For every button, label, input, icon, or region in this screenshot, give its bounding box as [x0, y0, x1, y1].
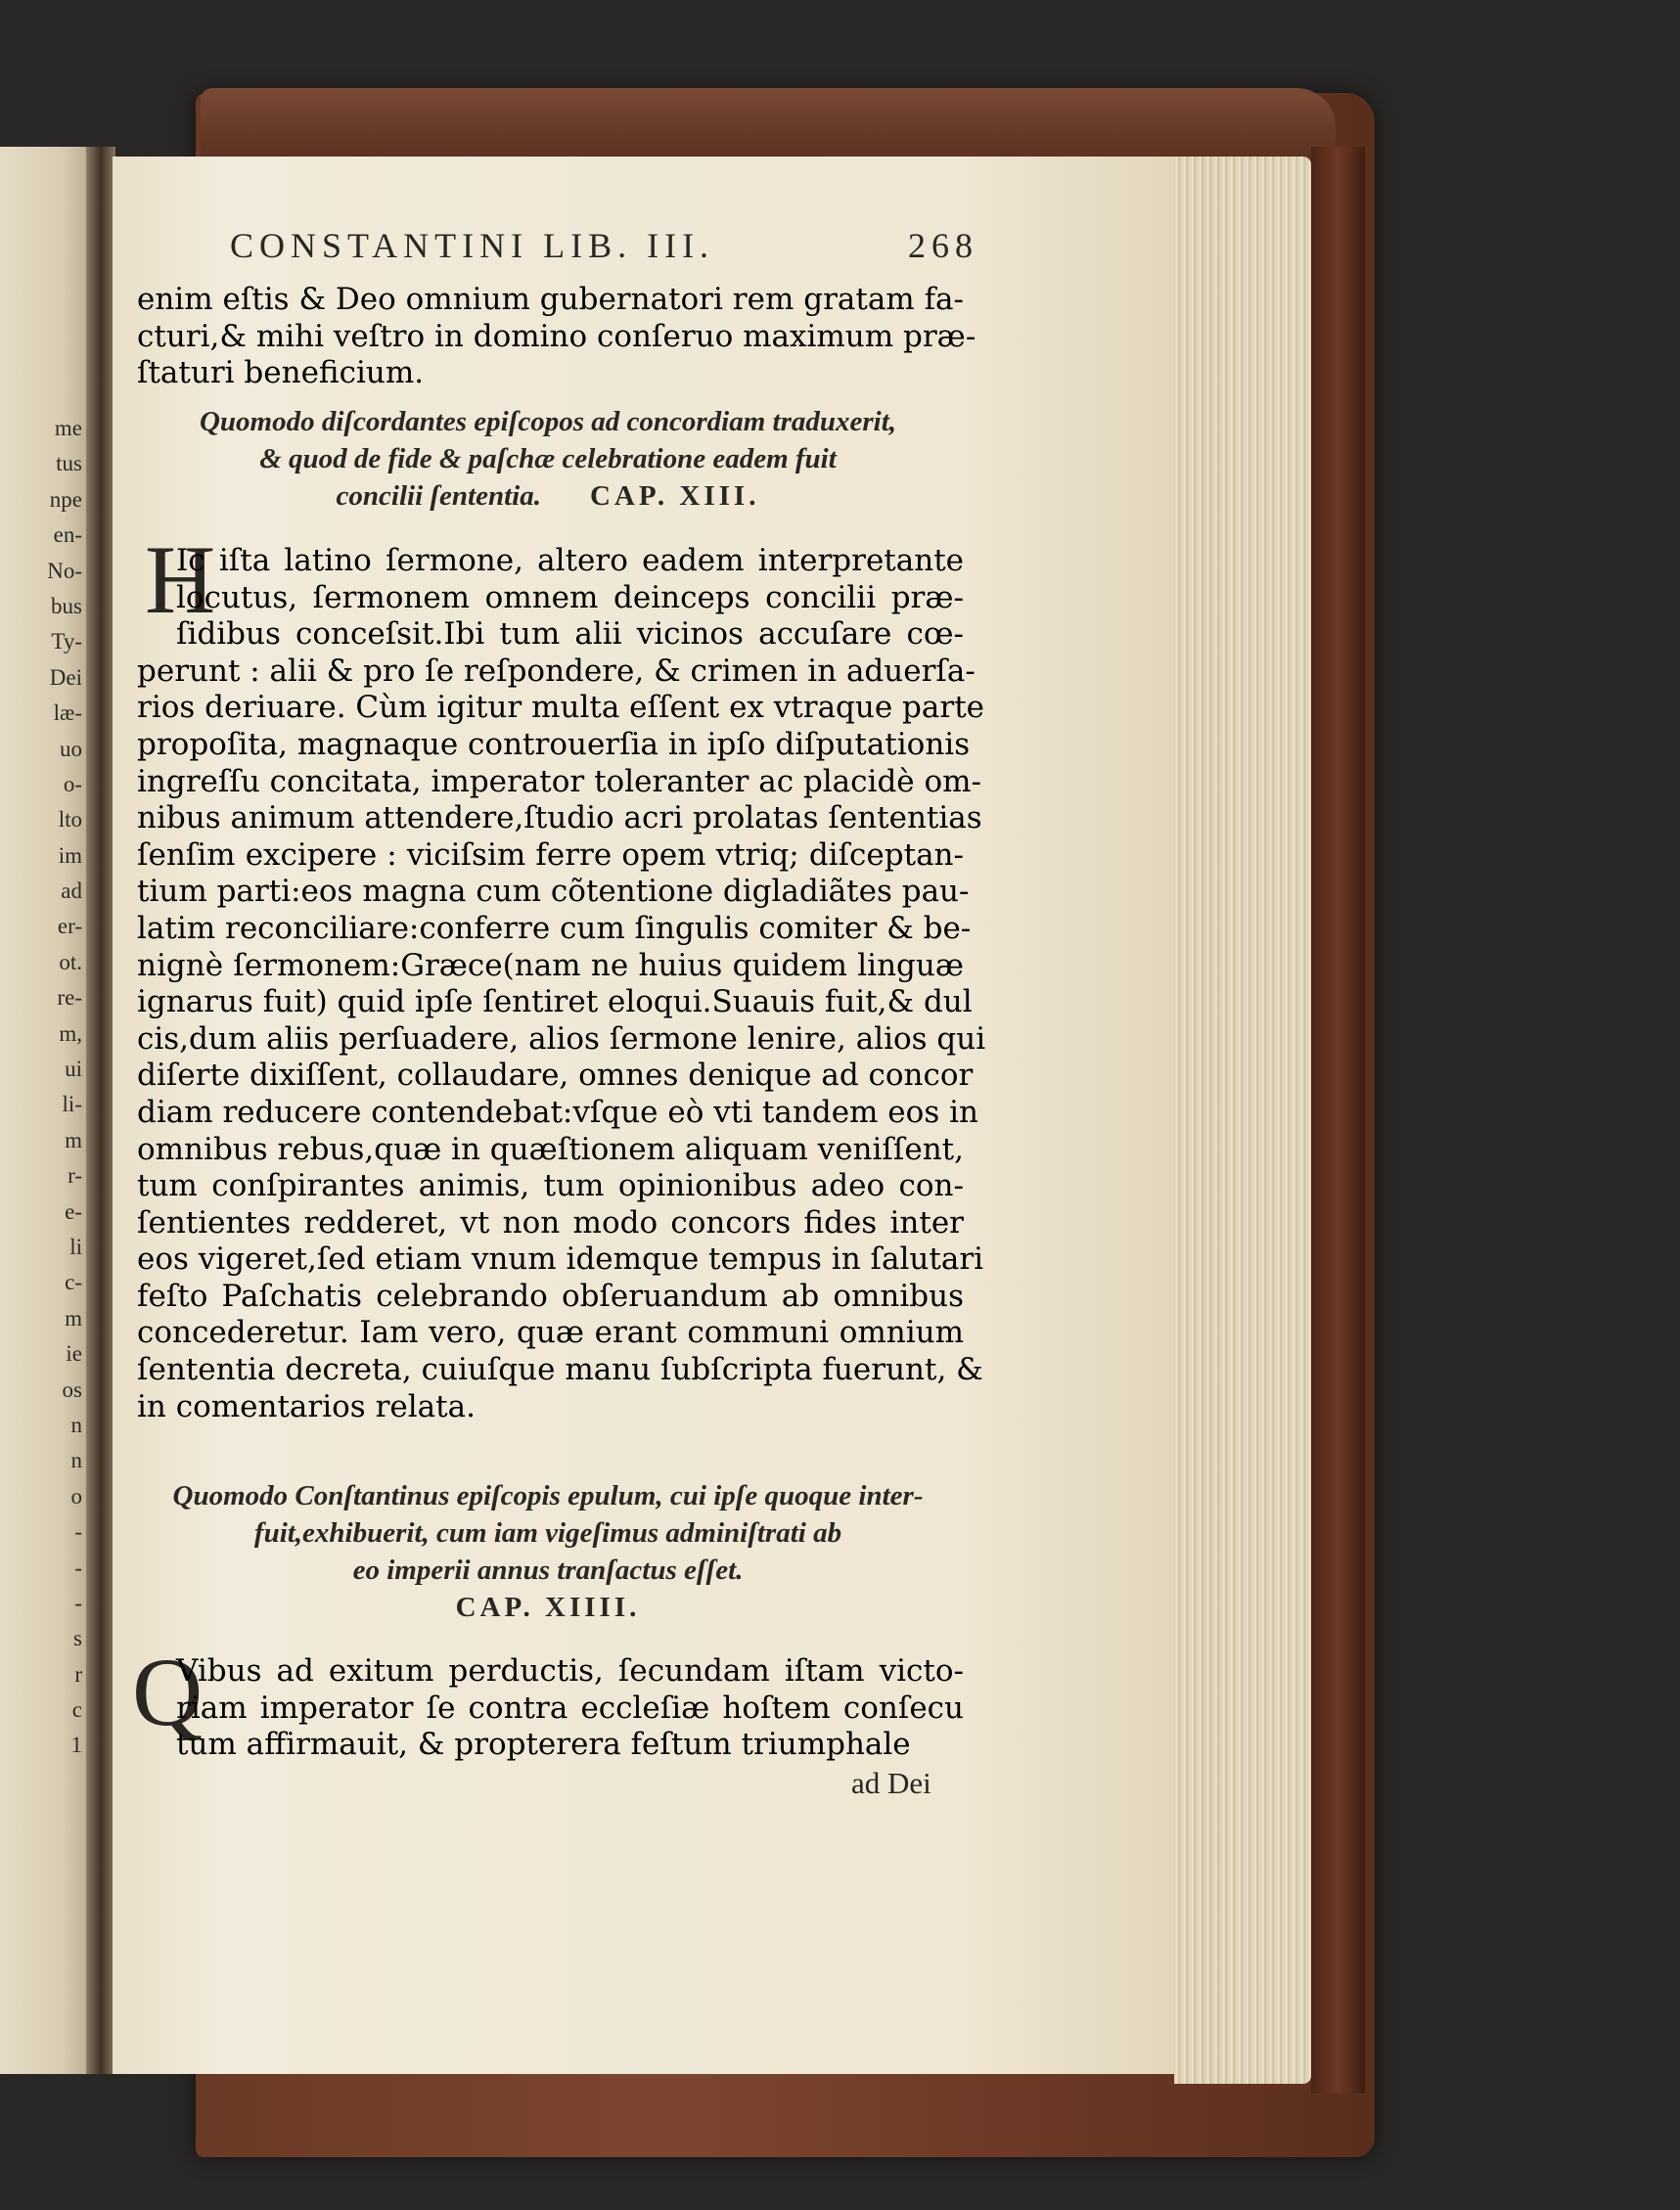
- book-binding-edge: [1311, 147, 1365, 2094]
- text-line: cis,dum aliis perſuadere, alios ſermone lenire, alios qui: [137, 1020, 986, 1057]
- heading-line: concilii ſententia. CAP. XIII.: [336, 480, 760, 512]
- left-page-fragment: tus: [56, 451, 82, 476]
- text-line: in comentarios relata.: [137, 1388, 476, 1424]
- left-page-fragment: en-: [53, 522, 82, 548]
- left-page-fragment: læ-: [53, 700, 82, 726]
- left-page-fragment: m,: [59, 1020, 82, 1046]
- text-line: ſentientes redderet, vt non modo concors fides inter: [137, 1204, 964, 1240]
- left-page-fragment: Ty-: [51, 629, 82, 654]
- text-line: Ic iſta latino ſermone, altero eadem interpretante: [176, 543, 964, 578]
- text-line: ſenſim excipere : viciſsim ferre opem vtriq; diſceptan-: [137, 836, 964, 873]
- chapter-13-heading: [127, 403, 969, 515]
- text-line: omnibus rebus,quæ in quæſtionem aliquam veniſſent,: [137, 1131, 964, 1167]
- left-page-fragment: ui: [65, 1057, 82, 1082]
- left-page-fragment: me: [54, 416, 82, 440]
- left-page-fragment: bus: [51, 593, 82, 618]
- heading-line: & quod de fide & paſchæ celebratione eadem fuit: [259, 443, 837, 474]
- left-page-fragment: ot.: [59, 949, 82, 974]
- left-page-fragment: li: [69, 1234, 82, 1259]
- left-page-fragment: lto: [58, 807, 82, 833]
- left-page-fragment: o-: [63, 771, 82, 796]
- text-line: locutus, ſermonem omnem deinceps concilii præ-: [176, 579, 964, 615]
- text-line: latim reconciliare:conferre cum ſingulis comiter & be-: [137, 910, 972, 946]
- book-cover-top-edge: [201, 88, 1336, 157]
- left-page-fragment: r: [74, 1661, 82, 1687]
- left-page: [0, 147, 90, 2074]
- left-page-fragment: s: [73, 1626, 82, 1651]
- left-page-fragment: uo: [60, 736, 82, 761]
- text-line: diſerte dixiſſent, collaudare, omnes denique ad concor: [137, 1058, 974, 1094]
- heading-line: Quomodo Conſtantinus epiſcopis epulum, cui ipſe quoque inter-: [172, 1480, 924, 1511]
- catchword: ad Dei: [851, 1766, 931, 1800]
- left-page-fragment: os: [62, 1376, 82, 1402]
- text-line: eos vigeret,ſed etiam vnum idemque tempus in ſalutari: [137, 1241, 984, 1278]
- left-page-fragment: npe: [49, 486, 82, 512]
- page-fore-edge: [1174, 157, 1311, 2084]
- left-page-fragment: -: [74, 1519, 82, 1545]
- left-page-text-fragments: [4, 411, 82, 1764]
- text-line: cturi,& mihi veſtro in domino conſeruo maximum præ-: [137, 318, 976, 354]
- text-line: nignè ſermonem:Græce(nam ne huius quidem linguæ: [137, 947, 964, 983]
- left-page-fragment: c-: [65, 1270, 82, 1295]
- left-page-fragment: -: [74, 1555, 82, 1580]
- text-line: ſidibus conceſsit.Ibi tum alii vicinos accuſare cœ-: [176, 616, 964, 653]
- text-line: riam imperator ſe contra eccleſiæ hoſtem conſecu: [176, 1690, 964, 1726]
- left-page-fragment: c: [71, 1697, 82, 1723]
- left-page-fragment: 1: [70, 1733, 82, 1758]
- text-line: tum affirmauit, & propterera feſtum triumphale: [176, 1727, 911, 1763]
- running-title: CONSTANTINI LIB. III.: [230, 226, 715, 265]
- left-page-fragment: li-: [62, 1092, 82, 1117]
- left-page-fragment: ie: [66, 1341, 82, 1367]
- left-page-fragment: re-: [57, 985, 82, 1011]
- drop-cap: H: [145, 525, 216, 634]
- text-line: diam reducere contendebat:vſque eò vti tandem eos in: [137, 1094, 978, 1130]
- text-line: concederetur. Iam vero, quæ erant communi omnium: [137, 1315, 964, 1351]
- chapter-14-heading: [127, 1477, 969, 1626]
- text-line: tum conſpirantes animis, tum opinionibus adeo con-: [137, 1168, 964, 1204]
- text-line: perunt : alii & pro ſe reſpondere, & crimen in aduerſa-: [137, 653, 976, 689]
- left-page-fragment: r-: [68, 1163, 82, 1189]
- text-line: propoſita, magnaque controuerſia in ipſo diſputationis: [137, 726, 971, 762]
- text-line: ſtaturi beneficium.: [137, 355, 425, 391]
- text-line: feſto Paſchatis celebrando obſeruandum ab omnibus: [137, 1278, 964, 1314]
- chapter-label: CAP. XIIII.: [455, 1592, 641, 1623]
- left-page-fragment: n: [70, 1448, 82, 1473]
- left-page-fragment: o: [70, 1483, 82, 1509]
- text-line: ignarus fuit) quid ipſe ſentiret eloqui.Suauis fuit,& dul: [137, 984, 973, 1020]
- text-line: ingreſſu concitata, imperator toleranter ac placidè om-: [137, 763, 982, 799]
- text-line: nibus animum attendere,ſtudio acri prolatas ſententias: [137, 800, 982, 836]
- chapter-label: CAP. XIII.: [589, 480, 760, 512]
- page-number: 268: [908, 226, 978, 265]
- text-line: enim eſtis & Deo omnium gubernatori rem gratam fa-: [137, 282, 964, 317]
- drop-cap: Q: [132, 1638, 204, 1746]
- heading-line: Quomodo diſcordantes epiſcopos ad concordiam traduxerit,: [199, 406, 897, 437]
- text-line: Vibus ad exitum perductis, ſecundam iſtam victo-: [176, 1653, 964, 1689]
- text-line: rios deriuare. Cùm igitur multa eſſent ex vtraque parte: [137, 690, 985, 726]
- left-page-fragment: -: [74, 1590, 82, 1615]
- text-line: tium parti:eos magna cum cõtentione digladiãtes pau-: [137, 874, 970, 910]
- left-page-fragment: im: [58, 842, 82, 868]
- left-page-fragment: er-: [57, 914, 82, 939]
- running-header: [230, 225, 978, 266]
- chapter-13-body: [137, 525, 986, 1425]
- left-page-fragment: m: [65, 1127, 82, 1152]
- opening-paragraph: [137, 282, 976, 392]
- heading-line: eo imperii annus tranſactus eſſet.: [352, 1555, 744, 1586]
- left-page-fragment: m: [65, 1305, 82, 1331]
- heading-line: fuit,exhibuerit, cum iam vigeſimus adminiſtrati ab: [253, 1517, 842, 1549]
- book-gutter: [86, 147, 115, 2074]
- left-page-fragment: ad: [61, 879, 82, 904]
- left-page-fragment: e-: [65, 1198, 82, 1224]
- left-page-fragment: No-: [47, 558, 82, 583]
- text-line: ſententia decreta, cuiuſque manu ſubſcripta fuerunt, &: [137, 1352, 983, 1388]
- left-page-fragment: Dei: [49, 664, 82, 690]
- left-page-fragment: n: [70, 1412, 82, 1437]
- chapter-14-body: [137, 1653, 964, 1764]
